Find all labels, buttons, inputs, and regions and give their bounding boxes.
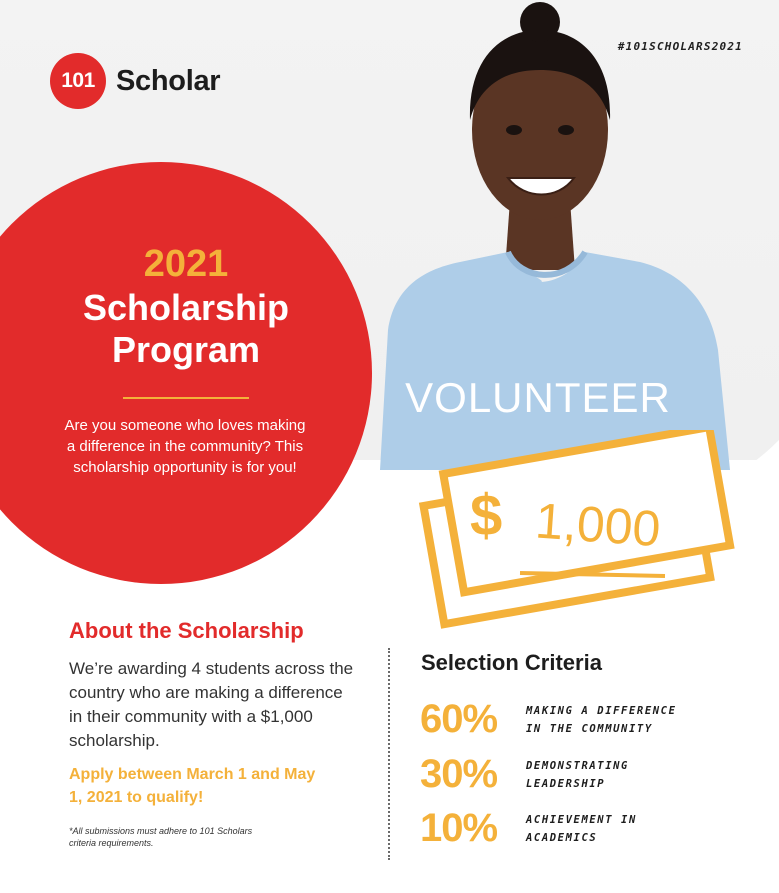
money-bill-graphic <box>410 430 740 630</box>
criteria-percent: 60% <box>420 697 498 741</box>
criteria-percent: 30% <box>420 752 498 796</box>
left-eye <box>506 125 522 135</box>
criteria-label <box>526 811 696 847</box>
hero-year: 2021 <box>143 243 229 285</box>
criteria-label-line2: ACADEMICS <box>526 831 598 844</box>
hero-description: Are you someone who loves making a difference in the community? This scholarship opportunity is for you! <box>64 417 306 476</box>
criteria-title: Selection Criteria <box>421 650 602 675</box>
student-photo <box>380 0 740 470</box>
criteria-label <box>526 702 696 738</box>
criteria-item <box>420 697 696 742</box>
award-amount: 1,000 <box>533 492 663 558</box>
apply-dates: Apply between March 1 and May 1, 2021 to qualify! <box>69 766 316 806</box>
criteria-percent: 10% <box>420 806 498 850</box>
footnote: *All submissions must adhere to 101 Scholars criteria requirements. <box>69 826 253 848</box>
criteria-label-line2: IN THE COMMUNITY <box>526 722 653 735</box>
criteria-item <box>420 752 696 797</box>
hashtag: #101SCHOLARS2021 <box>617 40 743 53</box>
criteria-label-line2: LEADERSHIP <box>526 777 606 790</box>
currency-symbol: $ <box>470 483 503 548</box>
criteria-item <box>420 806 696 851</box>
criteria-label-line1: ACHIEVEMENT IN <box>526 813 637 826</box>
right-eye <box>558 125 574 135</box>
section-divider <box>388 648 390 860</box>
hero-title <box>0 287 372 371</box>
hero-title-line1: Scholarship <box>82 287 290 328</box>
logo-badge: 101 <box>50 53 106 109</box>
criteria-label-line1: MAKING A DIFFERENCE <box>526 704 677 717</box>
brand-logo <box>50 53 220 109</box>
logo-text: Scholar <box>116 64 221 97</box>
hair-bun <box>520 2 560 42</box>
about-body: We’re awarding 4 students across the country who are making a difference in their community with a $1,000 scholarship. <box>69 659 354 750</box>
criteria-label-line1: DEMONSTRATING <box>526 759 629 772</box>
criteria-label <box>526 757 696 793</box>
about-title: About the Scholarship <box>69 618 304 643</box>
hero-divider <box>123 397 249 399</box>
shirt-text: VOLUNTEER <box>405 374 671 421</box>
hero-title-line2: Program <box>111 329 261 370</box>
